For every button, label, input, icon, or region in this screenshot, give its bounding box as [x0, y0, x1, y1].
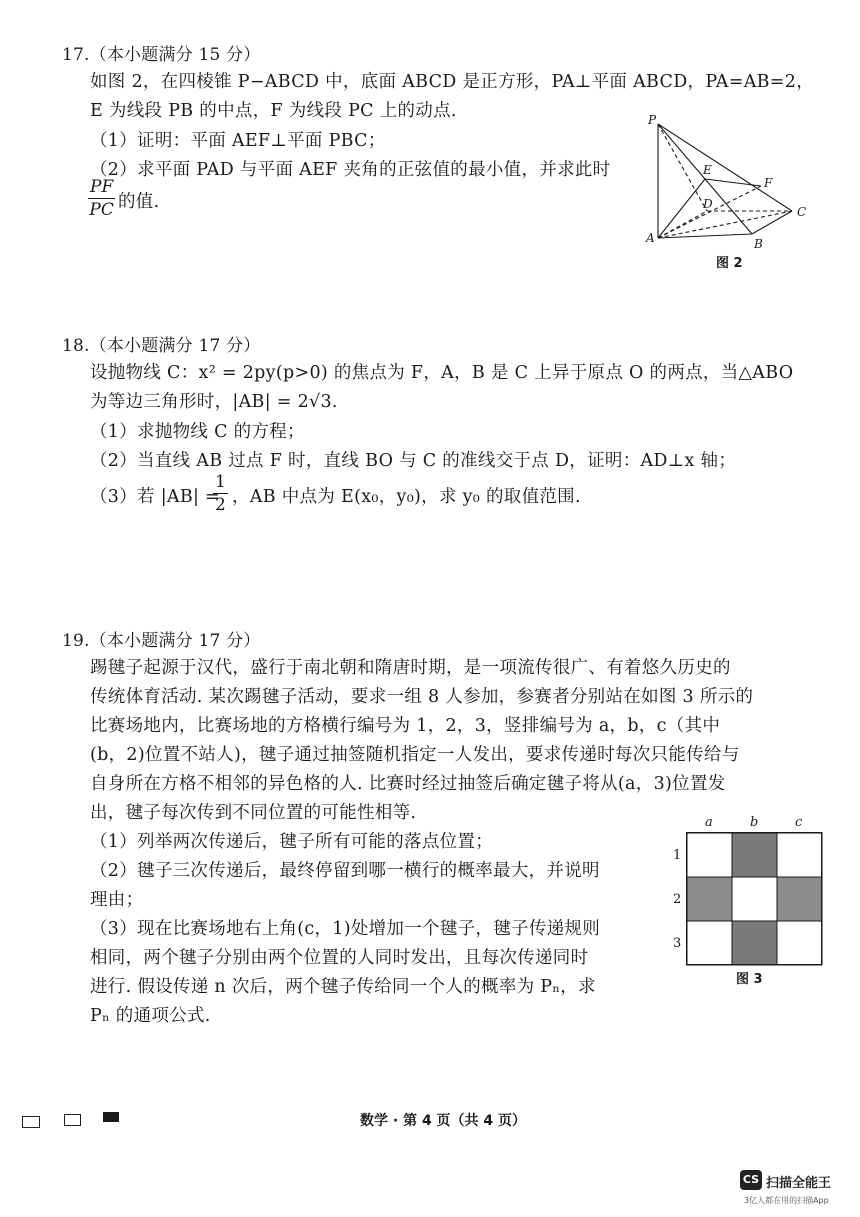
row-label-3: 3 — [673, 936, 682, 951]
q18-fraction-numerator: 1 — [215, 472, 226, 492]
q18-heading: 18.（本小题满分 17 分） — [62, 336, 261, 356]
q19-part-3c: 进行. 假设传递 n 次后，两个毽子传给同一个人的概率为 Pₙ，求 — [90, 977, 596, 997]
grid-cell-c2 — [777, 877, 822, 921]
col-label-a: a — [705, 815, 713, 830]
grid-cell-a3 — [687, 921, 732, 965]
q19-part-3d: Pₙ 的通项公式. — [90, 1006, 211, 1026]
q17-heading: 17.（本小题满分 15 分） — [62, 45, 261, 65]
q17-part-2: （2）求平面 PAD 与平面 AEF 夹角的正弦值的最小值，并求此时 — [90, 160, 611, 180]
q18-stem-line-2: 为等边三角形时，|AB| = 2√3. — [90, 392, 338, 412]
label-b: B — [754, 237, 763, 251]
q18-fraction-denominator: 2 — [215, 495, 226, 515]
label-p: P — [648, 113, 657, 127]
grid-cell-a1 — [687, 833, 732, 877]
q17-fraction-pf-pc — [88, 176, 115, 221]
grid-cell-c1 — [777, 833, 822, 877]
q17-fraction-denominator: PC — [89, 200, 114, 220]
q19-part-1: （1）列举两次传递后，毽子所有可能的落点位置； — [90, 832, 494, 852]
edge-ae — [658, 179, 705, 238]
col-label-b: b — [750, 815, 759, 830]
q19-stem-line-5: 自身所在方格不相邻的异色格的人. 比赛时经过抽签后确定毽子将从(a，3)位置发 — [90, 774, 726, 794]
camscanner-tagline: 3亿人都在用的扫描App — [744, 1196, 829, 1205]
q19-stem-line-6: 出，毽子每次传到不同位置的可能性相等. — [90, 803, 417, 823]
q19-stem-line-4: (b，2)位置不站人)，毽子通过抽签随机指定一人发出，要求传递时每次只能传给与 — [90, 745, 740, 765]
camscanner-brand: 扫描全能王 — [766, 1176, 832, 1191]
page-corner-mark-3 — [103, 1112, 119, 1122]
q17-part-1: （1）证明：平面 AEF⊥平面 PBC； — [90, 131, 386, 151]
q18-part-3-pre: （3）若 |AB| = — [90, 487, 221, 507]
grid-board — [686, 832, 823, 966]
q19-part-2a: （2）毽子三次传递后，最终停留到哪一横行的概率最大，并说明 — [90, 861, 600, 881]
edge-bc — [752, 211, 792, 234]
col-label-c: c — [795, 815, 803, 830]
page-corner-mark-1 — [22, 1116, 40, 1128]
label-c: C — [797, 205, 807, 219]
camscanner-logo: CS — [740, 1170, 762, 1190]
q17-stem-line-1: 如图 2，在四棱锥 P−ABCD 中，底面 ABCD 是正方形，PA⊥平面 ABCD，PA=AB=2， — [90, 72, 815, 92]
row-label-1: 1 — [673, 848, 682, 863]
grid-cell-b1 — [732, 833, 777, 877]
q18-part-3-post: ，AB 中点为 E(x₀，y₀)，求 y₀ 的取值范围. — [232, 487, 581, 507]
q18-part-2: （2）当直线 AB 过点 F 时，直线 BO 与 C 的准线交于点 D，证明：AD⊥x 轴； — [90, 451, 737, 471]
figure-2-caption: 图 2 — [716, 256, 743, 271]
q19-part-3a: （3）现在比赛场地右上角(c，1)处增加一个毽子，毽子传递规则 — [90, 919, 601, 939]
grid-cell-b3 — [732, 921, 777, 965]
q18-part-1: （1）求抛物线 C 的方程； — [90, 422, 305, 442]
label-d: D — [703, 197, 713, 211]
page-footer: 数学 · 第 4 页（共 4 页） — [360, 1113, 527, 1129]
edge-af — [658, 186, 761, 238]
q17-stem-line-2: E 为线段 PB 的中点，F 为线段 PC 上的动点. — [90, 101, 457, 121]
q19-part-2b: 理由； — [90, 890, 144, 910]
grid-cell-b2 — [732, 877, 777, 921]
figure-3-caption: 图 3 — [736, 972, 763, 987]
q17-fraction-numerator: PF — [90, 177, 114, 197]
grid-cell-a2 — [687, 877, 732, 921]
q17-part-2-end: 的值. — [118, 192, 160, 212]
edge-ac — [658, 211, 792, 238]
q19-heading: 19.（本小题满分 17 分） — [62, 631, 261, 651]
label-a: A — [646, 231, 655, 245]
page-corner-mark-2 — [64, 1114, 81, 1126]
q18-stem-line-1: 设抛物线 C：x² = 2py(p>0) 的焦点为 F，A，B 是 C 上异于原点 O 的两点，当△ABO — [90, 363, 794, 383]
edge-pc — [658, 124, 792, 211]
q19-stem-line-3: 比赛场地内，比赛场地的方格横行编号为 1，2，3，竖排编号为 a，b，c（其中 — [90, 716, 721, 736]
q19-stem-line-2: 传统体育活动. 某次踢毽子活动，要求一组 8 人参加，参赛者分别站在如图 3 所示的 — [90, 687, 754, 707]
q19-stem-line-1: 踢毽子起源于汉代，盛行于南北朝和隋唐时期，是一项流传很广、有着悠久历史的 — [90, 658, 731, 678]
label-e: E — [703, 163, 712, 177]
q18-fraction-half — [213, 471, 228, 516]
grid-cell-c3 — [777, 921, 822, 965]
edge-ef — [705, 179, 761, 186]
q19-part-3b: 相同，两个毽子分别由两个位置的人同时发出，且每次传递同时 — [90, 948, 589, 968]
label-f: F — [764, 176, 773, 190]
edge-pd — [658, 124, 707, 211]
row-label-2: 2 — [673, 892, 682, 907]
pyramid-figure — [640, 110, 820, 275]
